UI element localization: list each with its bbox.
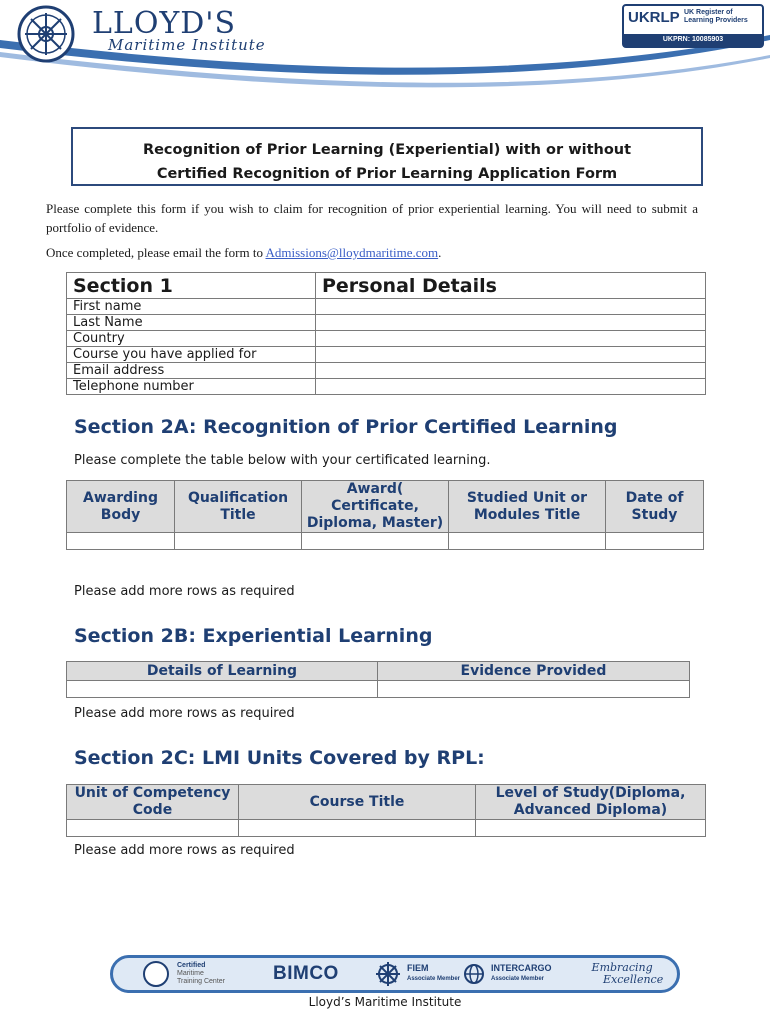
section-2c-note: Please add more rows as required	[74, 843, 295, 858]
cell-qualification-title[interactable]	[175, 533, 302, 550]
cell-level-of-study[interactable]	[476, 820, 706, 837]
field-label-email: Email address	[67, 363, 316, 379]
field-label-course: Course you have applied for	[67, 347, 316, 363]
section-2c-heading: Section 2C: LMI Units Covered by RPL:	[74, 747, 485, 769]
ukprn-number: UKPRN: 10085903	[624, 34, 762, 46]
fiem-name: FIEM	[407, 963, 429, 973]
col-level-of-study: Level of Study(Diploma, Advanced Diploma)	[476, 785, 706, 820]
ukrlp-badge	[622, 4, 764, 48]
footer-org-name: Lloyd’s Maritime Institute	[308, 995, 462, 1009]
intercargo-logo	[463, 958, 552, 990]
col-details-of-learning: Details of Learning	[67, 662, 378, 681]
cell-studied-unit[interactable]	[449, 533, 606, 550]
cmtc-logo	[143, 958, 225, 990]
cell-awarding-body[interactable]	[67, 533, 175, 550]
email-prefix: Once completed, please email the form to	[46, 245, 266, 260]
ukrlp-code: UKRLP	[628, 9, 680, 26]
cmtc-line-3: Training Center	[177, 978, 225, 985]
cmtc-text	[177, 962, 225, 986]
cell-award-type[interactable]	[302, 533, 449, 550]
fiem-wheel-icon	[375, 961, 401, 987]
fiem-logo	[375, 958, 460, 990]
admissions-email-link[interactable]: Admissions@lloydmaritime.com	[265, 245, 439, 260]
cmtc-seal-icon	[143, 961, 169, 987]
col-award-type: Award( Certificate, Diploma, Master)	[302, 481, 449, 533]
cmtc-line-2: Maritime	[177, 970, 204, 977]
cell-details-of-learning[interactable]	[67, 681, 378, 698]
form-title-line-1: Recognition of Prior Learning (Experiential) with or without	[142, 142, 632, 158]
field-label-telephone: Telephone number	[67, 379, 316, 395]
section-1-title: Personal Details	[316, 273, 706, 299]
section-2a-heading: Section 2A: Recognition of Prior Certified Learning	[74, 416, 618, 438]
experiential-learning-table	[66, 661, 690, 698]
brand-name: LLOYD'S	[92, 6, 237, 41]
field-input-last-name[interactable]	[316, 315, 706, 331]
lmi-units-table	[66, 784, 706, 837]
slogan-line-2: Excellence	[603, 973, 664, 986]
col-date-of-study: Date of Study	[606, 481, 704, 533]
col-studied-unit: Studied Unit or Modules Title	[449, 481, 606, 533]
fiem-subtitle: Associate Member	[407, 976, 461, 982]
field-label-first-name: First name	[67, 299, 316, 315]
field-input-course[interactable]	[316, 347, 706, 363]
fiem-text	[407, 964, 460, 984]
intro-paragraph: Please complete this form if you wish to claim for recognition of prior experiential learning. You will need to submit a portfolio of evidence.	[46, 201, 698, 235]
cmtc-line-1: Certified	[177, 962, 206, 969]
slogan	[581, 958, 663, 990]
accreditation-footer-band	[110, 955, 680, 993]
field-label-country: Country	[67, 331, 316, 347]
field-input-email[interactable]	[316, 363, 706, 379]
intercargo-name: INTERCARGO	[491, 963, 552, 973]
email-suffix: .	[438, 245, 442, 260]
col-awarding-body: Awarding Body	[67, 481, 175, 533]
personal-details-table	[66, 272, 706, 395]
slogan-line-1: Embracing	[591, 961, 653, 974]
globe-icon	[463, 963, 485, 985]
section-2b-note: Please add more rows as required	[74, 706, 295, 721]
field-input-country[interactable]	[316, 331, 706, 347]
field-input-telephone[interactable]	[316, 379, 706, 395]
cell-evidence-provided[interactable]	[378, 681, 690, 698]
section-1-heading: Section 1	[67, 273, 316, 299]
email-instruction	[46, 245, 441, 261]
col-course-title: Course Title	[239, 785, 476, 820]
intercargo-subtitle: Associate Member	[491, 976, 545, 982]
cell-date-of-study[interactable]	[606, 533, 704, 550]
cell-unit-code[interactable]	[67, 820, 239, 837]
brand-subtitle: Maritime Institute	[108, 36, 266, 54]
field-label-last-name: Last Name	[67, 315, 316, 331]
form-title-line-2: Certified Recognition of Prior Learning Application Form	[156, 166, 618, 182]
bimco-logo: BIMCO	[273, 963, 339, 984]
section-2a-note: Please add more rows as required	[74, 584, 295, 599]
form-title-box	[71, 127, 703, 186]
section-2a-instruction: Please complete the table below with your certificated learning.	[74, 453, 491, 468]
field-input-first-name[interactable]	[316, 299, 706, 315]
certified-learning-table	[66, 480, 704, 550]
section-2b-heading: Section 2B: Experiential Learning	[74, 625, 433, 647]
col-evidence-provided: Evidence Provided	[378, 662, 690, 681]
intercargo-text	[491, 964, 552, 984]
ukrlp-description: UK Register of Learning Providers	[684, 9, 748, 24]
ship-wheel-seal-icon	[8, 4, 84, 64]
col-qualification-title: Qualification Title	[175, 481, 302, 533]
cell-course-title[interactable]	[239, 820, 476, 837]
col-unit-code: Unit of Competency Code	[67, 785, 239, 820]
